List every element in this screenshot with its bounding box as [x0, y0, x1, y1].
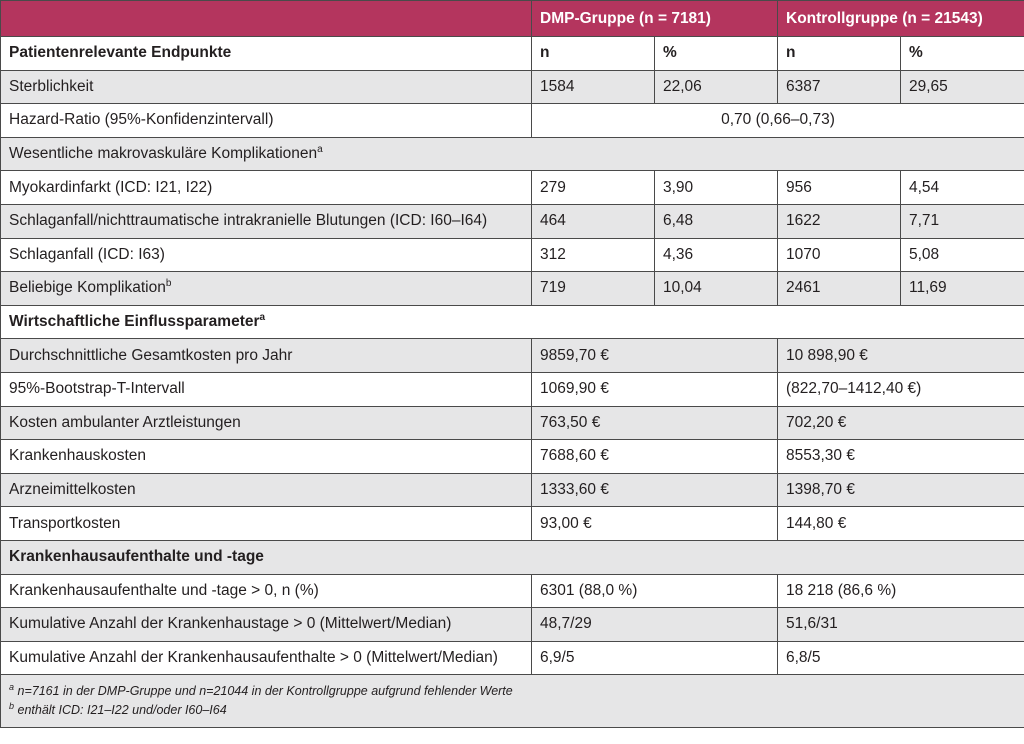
cell-value: 6387: [778, 70, 901, 104]
footnote-marker: a: [259, 311, 266, 323]
section-row-hospital: [1, 540, 1024, 574]
table-row: [1, 171, 1024, 205]
cell-value: 29,65: [901, 70, 1024, 104]
row-label: [1, 305, 1024, 339]
footnote-b: [9, 701, 1016, 720]
row-label: Krankenhausaufenthalte und -tage > 0, n (%): [1, 574, 532, 608]
row-label: Krankenhauskosten: [1, 440, 532, 474]
cell-value: 956: [778, 171, 901, 205]
table-row: [1, 70, 1024, 104]
cell-value: 4,54: [901, 171, 1024, 205]
table-row: [1, 104, 1024, 138]
row-label: Schlaganfall (ICD: I63): [1, 238, 532, 272]
row-label: Transportkosten: [1, 507, 532, 541]
cell-value-dmp: 1069,90 €: [532, 372, 778, 406]
footnote-mark: a: [9, 682, 15, 693]
table-row: [1, 238, 1024, 272]
row-label: [1, 272, 532, 306]
cell-value: 1584: [532, 70, 655, 104]
cell-value-control: (822,70–1412,40 €): [778, 372, 1024, 406]
col-n-control: n: [778, 37, 901, 71]
row-label: Kosten ambulanter Arztleistungen: [1, 406, 532, 440]
table-row: [1, 507, 1024, 541]
row-label: [1, 137, 1024, 171]
cell-value: 1622: [778, 204, 901, 238]
footnote-marker: a: [317, 143, 323, 155]
cell-value-control: 144,80 €: [778, 507, 1024, 541]
cell-value-dmp: 1333,60 €: [532, 473, 778, 507]
footnote-mark: b: [9, 701, 15, 712]
row-label: Durchschnittliche Gesamtkosten pro Jahr: [1, 339, 532, 373]
subsection-row: [1, 137, 1024, 171]
col-n-dmp: n: [532, 37, 655, 71]
cell-value: 22,06: [655, 70, 778, 104]
table-row: [1, 574, 1024, 608]
cell-value-dmp: 6,9/5: [532, 641, 778, 675]
cell-value-control: 8553,30 €: [778, 440, 1024, 474]
cell-value: 3,90: [655, 171, 778, 205]
table-header-row: [1, 1, 1024, 37]
footnote-marker: b: [165, 278, 172, 290]
cell-value: 5,08: [901, 238, 1024, 272]
cell-value-dmp: 6301 (88,0 %): [532, 574, 778, 608]
cell-value: 464: [532, 204, 655, 238]
cell-value: 4,36: [655, 238, 778, 272]
cell-value-dmp: 763,50 €: [532, 406, 778, 440]
footnote-text: n=7161 in der DMP-Gruppe und n=21044 in der Kontrollgruppe aufgrund fehlender Werte: [14, 684, 513, 699]
header-empty-cell: [1, 1, 532, 37]
cell-value-dmp: 7688,60 €: [532, 440, 778, 474]
cell-value-control: 18 218 (86,6 %): [778, 574, 1024, 608]
cell-value: 6,48: [655, 204, 778, 238]
table-row: [1, 608, 1024, 642]
section-row-patient-endpoints: [1, 37, 1024, 71]
table-row: [1, 272, 1024, 306]
table-row: [1, 372, 1024, 406]
table-row: [1, 204, 1024, 238]
cell-value: 10,04: [655, 272, 778, 306]
table-row: [1, 406, 1024, 440]
header-control-group: Kontrollgruppe (n = 21543): [778, 1, 1024, 37]
footnote-text: enthält ICD: I21–I22 und/oder I60–I64: [14, 703, 227, 718]
cell-value-dmp: 9859,70 €: [532, 339, 778, 373]
table-row: [1, 473, 1024, 507]
cell-value: 312: [532, 238, 655, 272]
footnote-a: [9, 682, 1016, 701]
cell-value-control: 702,20 €: [778, 406, 1024, 440]
row-label-text: Wesentliche makrovaskuläre Komplikationen: [9, 145, 318, 163]
row-label: Schlaganfall/nichttraumatische intrakranielle Blutungen (ICD: I60–I64): [1, 204, 532, 238]
cell-value: 1070: [778, 238, 901, 272]
cell-value: 279: [532, 171, 655, 205]
row-label: 95%-Bootstrap-T-Intervall: [1, 372, 532, 406]
row-label: Arzneimittelkosten: [1, 473, 532, 507]
cell-value-control: 1398,70 €: [778, 473, 1024, 507]
row-label: Sterblichkeit: [1, 70, 532, 104]
row-label: Kumulative Anzahl der Krankenhausaufenthalte > 0 (Mittelwert/Median): [1, 641, 532, 675]
footnotes-cell: [1, 675, 1024, 728]
cell-value-dmp: 93,00 €: [532, 507, 778, 541]
merged-value-cell: 0,70 (0,66–0,73): [532, 104, 1024, 138]
row-label: Kumulative Anzahl der Krankenhaustage > 0 (Mittelwert/Median): [1, 608, 532, 642]
col-percent-dmp: %: [655, 37, 778, 71]
section-row-economic: [1, 305, 1024, 339]
cell-value-dmp: 48,7/29: [532, 608, 778, 642]
row-label-text: Beliebige Komplikation: [9, 279, 166, 297]
table-row: [1, 339, 1024, 373]
row-label: Krankenhausaufenthalte und -tage: [1, 540, 1024, 574]
table-row: [1, 641, 1024, 675]
cell-value: 11,69: [901, 272, 1024, 306]
cell-value-control: 51,6/31: [778, 608, 1024, 642]
cell-value-control: 10 898,90 €: [778, 339, 1024, 373]
cell-value: 2461: [778, 272, 901, 306]
col-percent-control: %: [901, 37, 1024, 71]
header-dmp-group: DMP-Gruppe (n = 7181): [532, 1, 778, 37]
cell-value-control: 6,8/5: [778, 641, 1024, 675]
row-label: Patientenrelevante Endpunkte: [1, 37, 532, 71]
row-label: Hazard-Ratio (95%-Konfidenzintervall): [1, 104, 532, 138]
footnotes-row: [1, 675, 1024, 728]
cell-value: 7,71: [901, 204, 1024, 238]
table-row: [1, 440, 1024, 474]
cell-value: 719: [532, 272, 655, 306]
row-label-text: Wirtschaftliche Einflussparameter: [9, 313, 260, 331]
row-label: Myokardinfarkt (ICD: I21, I22): [1, 171, 532, 205]
